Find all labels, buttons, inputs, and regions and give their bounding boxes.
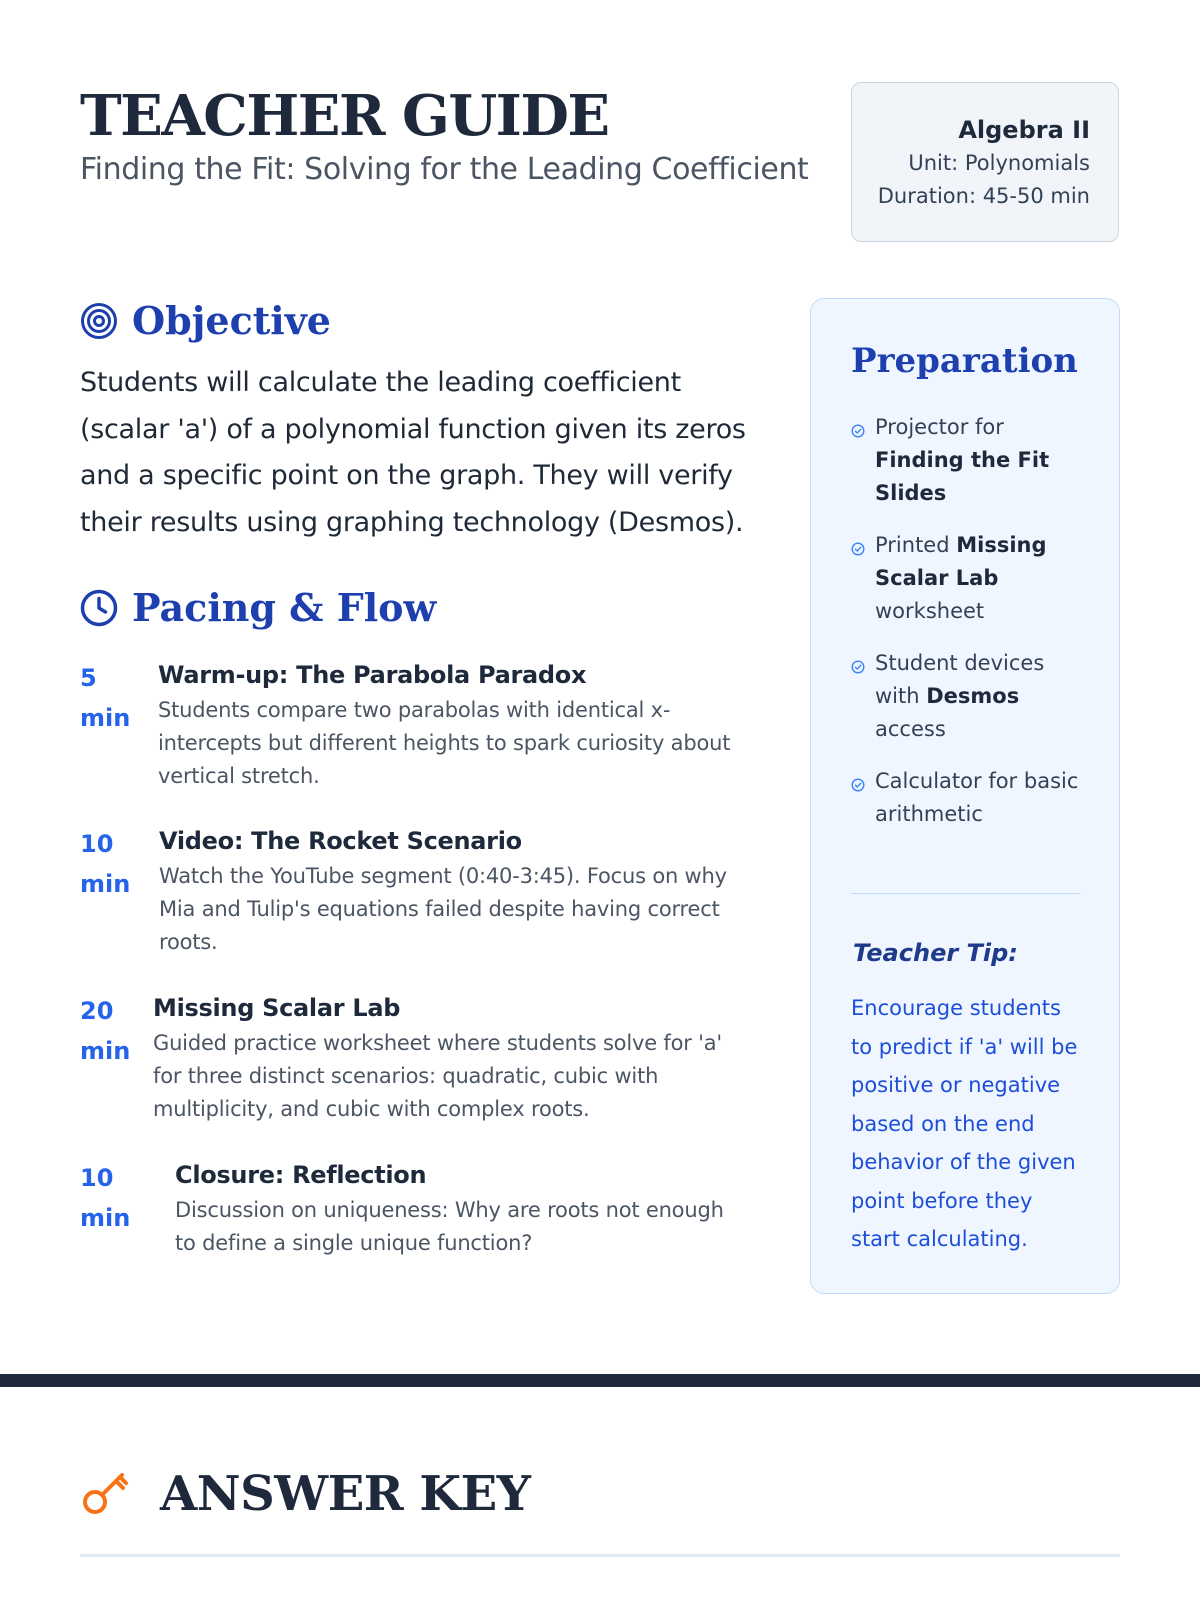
preparation-text: Projector for Finding the Fit Slides (875, 415, 1050, 505)
pacing-description: Discussion on uniqueness: Why are roots not enough to define a single unique function? (175, 1198, 724, 1255)
answer-key-title: ANSWER KEY (160, 1466, 531, 1522)
pacing-heading (80, 585, 436, 630)
pacing-unit: min (80, 1037, 131, 1065)
pacing-description: Guided practice worksheet where students solve for 'a' for three distinct scenarios: quadratic, cubic with multiplicity, and cubic with complex roots. (153, 1031, 722, 1121)
pacing-title: Warm-up: The Parabola Paradox (158, 661, 587, 689)
check-circle-icon (851, 647, 875, 746)
answer-key-heading (80, 1466, 530, 1522)
pacing-minutes: 10 (80, 1164, 114, 1192)
clock-icon (80, 588, 120, 628)
unit-name: Unit: Polynomials (908, 151, 1090, 175)
section-divider (0, 1374, 1200, 1387)
pacing-title: Missing Scalar Lab (153, 994, 401, 1022)
pacing-duration (80, 658, 140, 738)
preparation-heading: Preparation (851, 341, 1078, 381)
preparation-text: Calculator for basic arithmetic (875, 769, 1079, 826)
preparation-item (851, 411, 1091, 510)
preparation-item (851, 647, 1091, 746)
preparation-item (851, 529, 1091, 628)
pacing-minutes: 5 (80, 664, 97, 692)
pacing-description: Watch the YouTube segment (0:40-3:45). Focus on why Mia and Tulip's equations failed despite having correct roots. (159, 864, 727, 954)
pacing-unit: min (80, 704, 131, 732)
teacher-tip-text: Encourage students to predict if 'a' will be positive or negative based on the end behavior of the given point before they start calculating. (851, 996, 1078, 1251)
page-title: TEACHER GUIDE (80, 83, 609, 149)
preparation-text: Printed Missing Scalar Lab worksheet (875, 533, 1047, 623)
course-name: Algebra II (958, 116, 1090, 144)
pacing-heading-label: Pacing & Flow (132, 585, 437, 630)
objective-text: Students will calculate the leading coefficient (scalar 'a') of a polynomial function given its zeros and a specific point on the graph. They will verify their results using graphing technology (Desmos). (80, 367, 746, 538)
pacing-minutes: 10 (80, 830, 114, 858)
pacing-body (158, 658, 748, 793)
lesson-duration: Duration: 45-50 min (877, 184, 1090, 208)
pacing-title: Closure: Reflection (175, 1161, 427, 1189)
pacing-body (159, 824, 751, 959)
header (80, 84, 1120, 244)
pacing-duration (80, 1158, 140, 1238)
preparation-item (851, 765, 1091, 831)
answer-key-rule (80, 1554, 1120, 1557)
pacing-duration (80, 824, 140, 904)
teacher-tip-label: Teacher Tip: (853, 939, 1018, 967)
page-subtitle: Finding the Fit: Solving for the Leading Coefficient (80, 152, 809, 187)
pacing-title: Video: The Rocket Scenario (159, 827, 522, 855)
pacing-body (175, 1158, 747, 1260)
preparation-divider (851, 893, 1081, 894)
pacing-description: Students compare two parabolas with identical x-intercepts but different heights to spark curiosity about vertical stretch. (158, 698, 731, 788)
objective-heading (80, 298, 331, 343)
check-circle-icon (851, 765, 875, 831)
objective-heading-label: Objective (132, 298, 331, 343)
target-icon (80, 301, 120, 341)
pacing-minutes: 20 (80, 997, 114, 1025)
check-circle-icon (851, 529, 875, 628)
key-icon (80, 1467, 134, 1521)
pacing-duration (80, 991, 140, 1071)
pacing-unit: min (80, 870, 131, 898)
preparation-panel (810, 298, 1120, 1294)
pacing-body (153, 991, 743, 1126)
pacing-unit: min (80, 1204, 131, 1232)
preparation-text: Student devices with Desmos access (875, 651, 1045, 741)
check-circle-icon (851, 411, 875, 510)
lesson-meta-card (851, 82, 1119, 242)
